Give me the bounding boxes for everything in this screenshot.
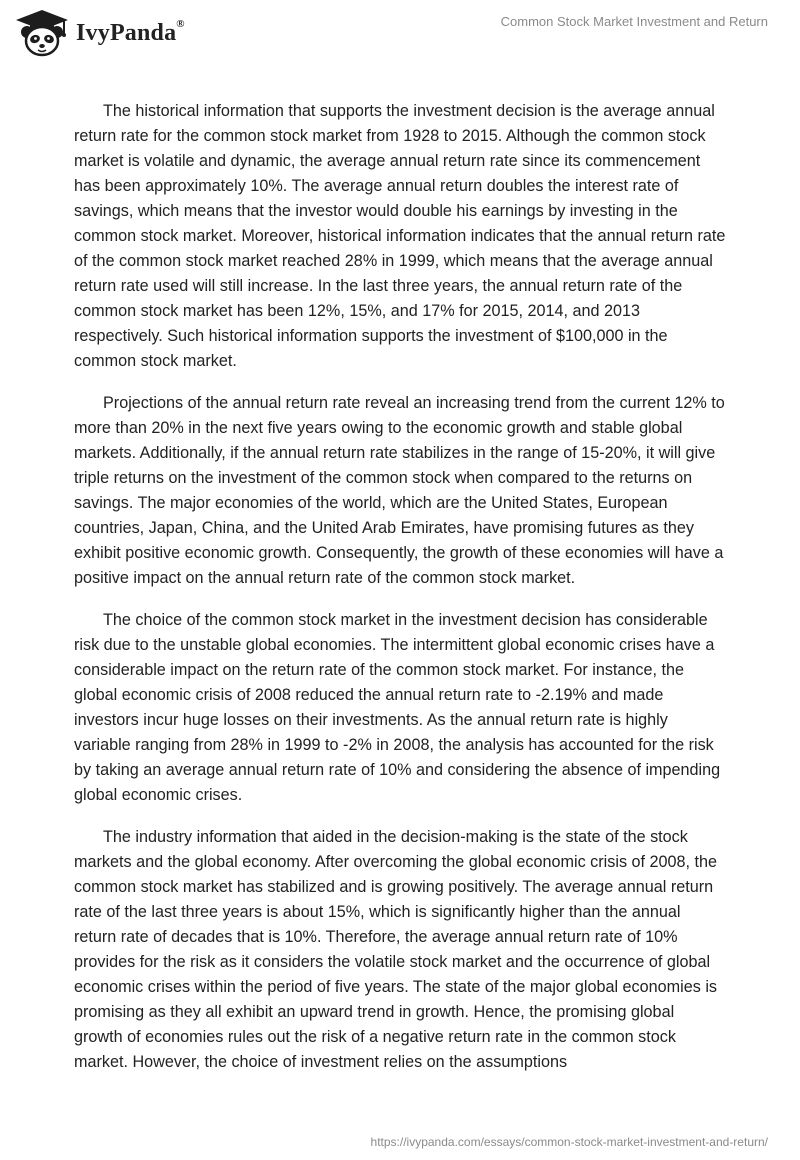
document-title: Common Stock Market Investment and Return xyxy=(500,14,768,29)
paragraph-4: The industry information that aided in the decision-making is the state of the stock markets and the global economy. After overcoming the global economic crisis of 2008, the common stock market has stabilized and is growing positively. The average annual return rate of the last three years is about 15%, which is significantly higher than the annual return rate of decades that is 10%. Therefore, the average annual return rate of 10% provides for the risk as it considers the volatile stock market and the occurrence of global economic crises within the period of five years. The state of the major global economies is promising as they all exhibit an upward trend in growth. Hence, the promising global growth of economies rules out the risk of a negative return rate in the common stock market. However, the choice of investment relies on the assumptions xyxy=(74,828,718,1071)
registered-mark: ® xyxy=(176,17,185,30)
source-url[interactable]: https://ivypanda.com/essays/common-stock-market-investment-and-return/ xyxy=(370,1135,768,1149)
page-header xyxy=(0,0,800,70)
brand-logo[interactable] xyxy=(14,8,185,58)
paragraph-2: Projections of the annual return rate reveal an increasing trend from the current 12% to more than 20% in the next five years owing to the economic growth and stable global markets. Additionally, if the annual return rate stabilizes in the range of 15-20%, it will give triple returns on the investment of the common stock when compared to the returns on savings. The major economies of the world, which are the United States, European countries, Japan, China, and the United Arab Emirates, have promising futures as they exhibit positive economic growth. Consequently, the growth of these economies will have a positive impact on the annual return rate of the common stock market. xyxy=(74,394,725,587)
paragraph-1: The historical information that supports the investment decision is the average annual return rate for the common stock market from 1928 to 2015. Although the common stock market is volatile and dynamic, the average annual return rate since its commencement has been approximately 10%. The average annual return doubles the interest rate of savings, which means that the investor would double his earnings by investing in the common stock market. Moreover, historical information indicates that the annual return rate of the common stock market reached 28% in 1999, which means that the average annual return rate used will still increase. In the last three years, the annual return rate of the common stock market has been 12%, 15%, and 17% for 2015, 2014, and 2013 respectively. Such historical information supports the investment of $100,000 in the common stock market. xyxy=(74,102,726,370)
brand-name: IvyPanda® xyxy=(76,17,185,46)
panda-logo-icon xyxy=(14,8,70,58)
paragraph-3: The choice of the common stock market in the investment decision has considerable risk due to the unstable global economies. The intermittent global economic crises have a considerable impact on the return rate of the common stock market. For instance, the global economic crisis of 2008 reduced the annual return rate to -2.19% and made investors incur huge losses on their investments. As the annual return rate is highly variable ranging from 28% in 1999 to -2% in 2008, the analysis has accounted for the risk by taking an average annual return rate of 10% and considering the absence of impending global economic crises. xyxy=(74,611,721,804)
essay-body xyxy=(74,99,726,1092)
